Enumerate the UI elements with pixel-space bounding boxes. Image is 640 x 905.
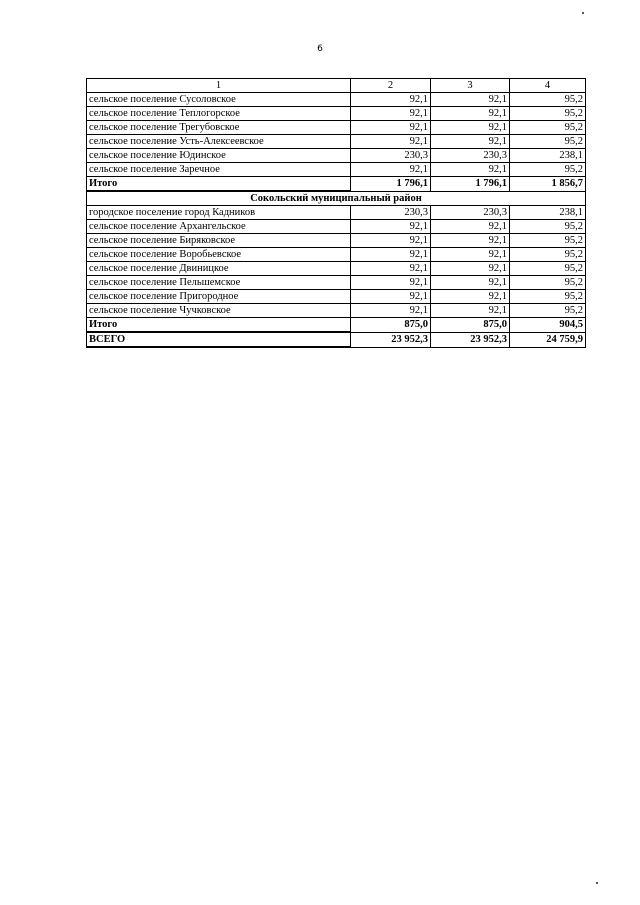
row-label: сельское поселение Теплогорское (87, 107, 351, 121)
value-col-4: 904,5 (510, 318, 586, 333)
column-number: 1 (87, 79, 351, 93)
value-col-4: 95,2 (510, 121, 586, 135)
value-col-3: 230,3 (431, 206, 510, 220)
value-col-2: 92,1 (351, 248, 431, 262)
value-col-4: 95,2 (510, 234, 586, 248)
value-col-3: 1 796,1 (431, 177, 510, 192)
column-number: 3 (431, 79, 510, 93)
row-label: сельское поселение Юдинское (87, 149, 351, 163)
value-col-2: 23 952,3 (351, 332, 431, 347)
row-label: сельское поселение Биряковское (87, 234, 351, 248)
table-row (87, 276, 586, 290)
value-col-2: 92,1 (351, 107, 431, 121)
value-col-3: 92,1 (431, 135, 510, 149)
table-row (87, 149, 586, 163)
value-col-2: 92,1 (351, 262, 431, 276)
column-number: 4 (510, 79, 586, 93)
row-label: ВСЕГО (87, 332, 351, 347)
table-row (87, 135, 586, 149)
value-col-4: 95,2 (510, 262, 586, 276)
value-col-3: 92,1 (431, 220, 510, 234)
value-col-4: 95,2 (510, 107, 586, 121)
value-col-2: 92,1 (351, 93, 431, 107)
row-label: сельское поселение Пригородное (87, 290, 351, 304)
value-col-4: 95,2 (510, 290, 586, 304)
value-col-2: 92,1 (351, 290, 431, 304)
scan-mark (582, 12, 584, 14)
row-label: сельское поселение Архангельское (87, 220, 351, 234)
value-col-3: 92,1 (431, 304, 510, 318)
row-label: сельское поселение Чучковское (87, 304, 351, 318)
value-col-2: 875,0 (351, 318, 431, 333)
value-col-4: 95,2 (510, 248, 586, 262)
value-col-3: 875,0 (431, 318, 510, 333)
table-row (87, 290, 586, 304)
value-col-3: 92,1 (431, 262, 510, 276)
page-number: 6 (317, 44, 323, 54)
subtotal-row (87, 318, 586, 333)
grand-total-row (87, 332, 586, 347)
row-label: сельское поселение Трегубовское (87, 121, 351, 135)
row-label: Итого (87, 177, 351, 192)
value-col-3: 92,1 (431, 290, 510, 304)
row-label: сельское поселение Воробьевское (87, 248, 351, 262)
value-col-2: 92,1 (351, 220, 431, 234)
scan-mark (596, 882, 598, 884)
table-row (87, 163, 586, 177)
value-col-4: 238,1 (510, 149, 586, 163)
value-col-3: 92,1 (431, 163, 510, 177)
row-label: сельское поселение Двиницкое (87, 262, 351, 276)
table-row (87, 107, 586, 121)
district-header-row (87, 191, 586, 206)
table-row (87, 262, 586, 276)
value-col-3: 92,1 (431, 121, 510, 135)
row-label: сельское поселение Заречное (87, 163, 351, 177)
value-col-2: 92,1 (351, 163, 431, 177)
value-col-3: 230,3 (431, 149, 510, 163)
value-col-2: 230,3 (351, 206, 431, 220)
table-row (87, 234, 586, 248)
row-label: сельское поселение Пельшемское (87, 276, 351, 290)
table-row (87, 248, 586, 262)
value-col-2: 92,1 (351, 135, 431, 149)
column-number-row (87, 79, 586, 93)
value-col-4: 95,2 (510, 304, 586, 318)
district-title: Сокольский муниципальный район (87, 191, 586, 206)
value-col-3: 92,1 (431, 234, 510, 248)
value-col-2: 92,1 (351, 304, 431, 318)
row-label: Итого (87, 318, 351, 333)
row-label: сельское поселение Усть-Алексеевское (87, 135, 351, 149)
value-col-2: 92,1 (351, 121, 431, 135)
value-col-2: 92,1 (351, 234, 431, 248)
value-col-4: 95,2 (510, 276, 586, 290)
value-col-3: 23 952,3 (431, 332, 510, 347)
value-col-3: 92,1 (431, 107, 510, 121)
table-row (87, 220, 586, 234)
row-label: сельское поселение Сусоловское (87, 93, 351, 107)
value-col-4: 1 856,7 (510, 177, 586, 192)
subtotal-row (87, 177, 586, 192)
row-label: городское поселение город Кадников (87, 206, 351, 220)
value-col-2: 230,3 (351, 149, 431, 163)
value-col-4: 238,1 (510, 206, 586, 220)
value-col-3: 92,1 (431, 93, 510, 107)
value-col-4: 95,2 (510, 93, 586, 107)
table-row (87, 93, 586, 107)
table-row (87, 121, 586, 135)
value-col-4: 95,2 (510, 220, 586, 234)
value-col-4: 24 759,9 (510, 332, 586, 347)
table-row (87, 206, 586, 220)
value-col-4: 95,2 (510, 163, 586, 177)
value-col-2: 1 796,1 (351, 177, 431, 192)
value-col-3: 92,1 (431, 248, 510, 262)
value-col-2: 92,1 (351, 276, 431, 290)
value-col-3: 92,1 (431, 276, 510, 290)
column-number: 2 (351, 79, 431, 93)
budget-table (86, 78, 586, 348)
value-col-4: 95,2 (510, 135, 586, 149)
table-row (87, 304, 586, 318)
